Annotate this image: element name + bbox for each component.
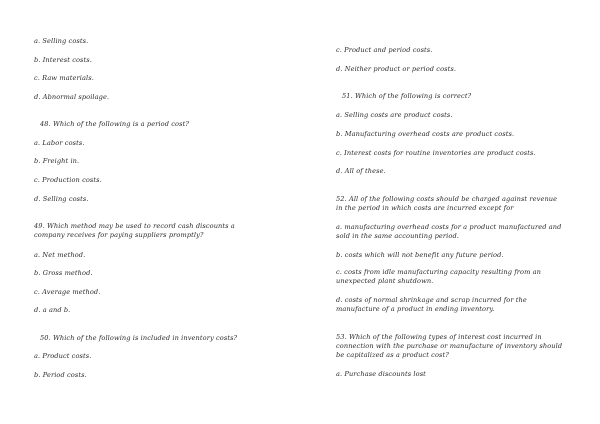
q52-question: 52. All of the following costs should be charged against revenue in the period in which costs are incurred except for bbox=[336, 195, 558, 212]
q52-option-c: c. costs from idle manufacturing capacity resulting from an unexpected plant shutdown. bbox=[336, 268, 542, 285]
q49-question: 49. Which method may be used to record cash discounts a company receives for paying suppliers promptly? bbox=[34, 222, 235, 239]
q47-option-d: d. Abnormal spoilage. bbox=[34, 93, 110, 101]
q51-question: 51. Which of the following is correct? bbox=[342, 92, 472, 100]
q49-option-c: c. Average method. bbox=[34, 288, 101, 296]
q53-option-a: a. Purchase discounts lost bbox=[336, 370, 426, 378]
q47-option-b: b. Interest costs. bbox=[34, 56, 92, 64]
q49-option-b: b. Gross method. bbox=[34, 269, 93, 277]
q48-option-b: b. Freight in. bbox=[34, 157, 80, 165]
q52-option-a: a. manufacturing overhead costs for a product manufactured and sold in the same accounting period. bbox=[336, 223, 562, 240]
q47-option-c: c. Raw materials. bbox=[34, 74, 94, 82]
q51-option-b: b. Manufacturing overhead costs are product costs. bbox=[336, 130, 515, 138]
q50-option-a: a. Product costs. bbox=[34, 352, 92, 360]
q52-option-b: b. costs which will not benefit any future period. bbox=[336, 251, 504, 259]
q51-option-d: d. All of these. bbox=[336, 167, 386, 175]
q53-question: 53. Which of the following types of interest cost incurred in connection with the purchase or manufacture of inventory should be capitalized as a product cost? bbox=[336, 333, 563, 359]
q48-option-a: a. Labor costs. bbox=[34, 139, 85, 147]
q52-option-d: d. costs of normal shrinkage and scrap incurred for the manufacture of a product in ending inventory. bbox=[336, 296, 527, 313]
q47-option-a: a. Selling costs. bbox=[34, 37, 89, 45]
q50-option-b: b. Period costs. bbox=[34, 371, 87, 379]
q50-question: 50. Which of the following is included in inventory costs? bbox=[40, 334, 238, 342]
q48-option-c: c. Production costs. bbox=[34, 176, 102, 184]
q48-question: 48. Which of the following is a period cost? bbox=[40, 120, 189, 128]
q48-option-d: d. Selling costs. bbox=[34, 195, 89, 203]
q50-option-c: c. Product and period costs. bbox=[336, 46, 433, 54]
q50-option-d: d. Neither product or period costs. bbox=[336, 65, 457, 73]
q51-option-a: a. Selling costs are product costs. bbox=[336, 111, 453, 119]
q49-option-d: d. a and b. bbox=[34, 306, 71, 314]
q49-option-a: a. Net method. bbox=[34, 251, 86, 259]
q51-option-c: c. Interest costs for routine inventories are product costs. bbox=[336, 149, 536, 157]
